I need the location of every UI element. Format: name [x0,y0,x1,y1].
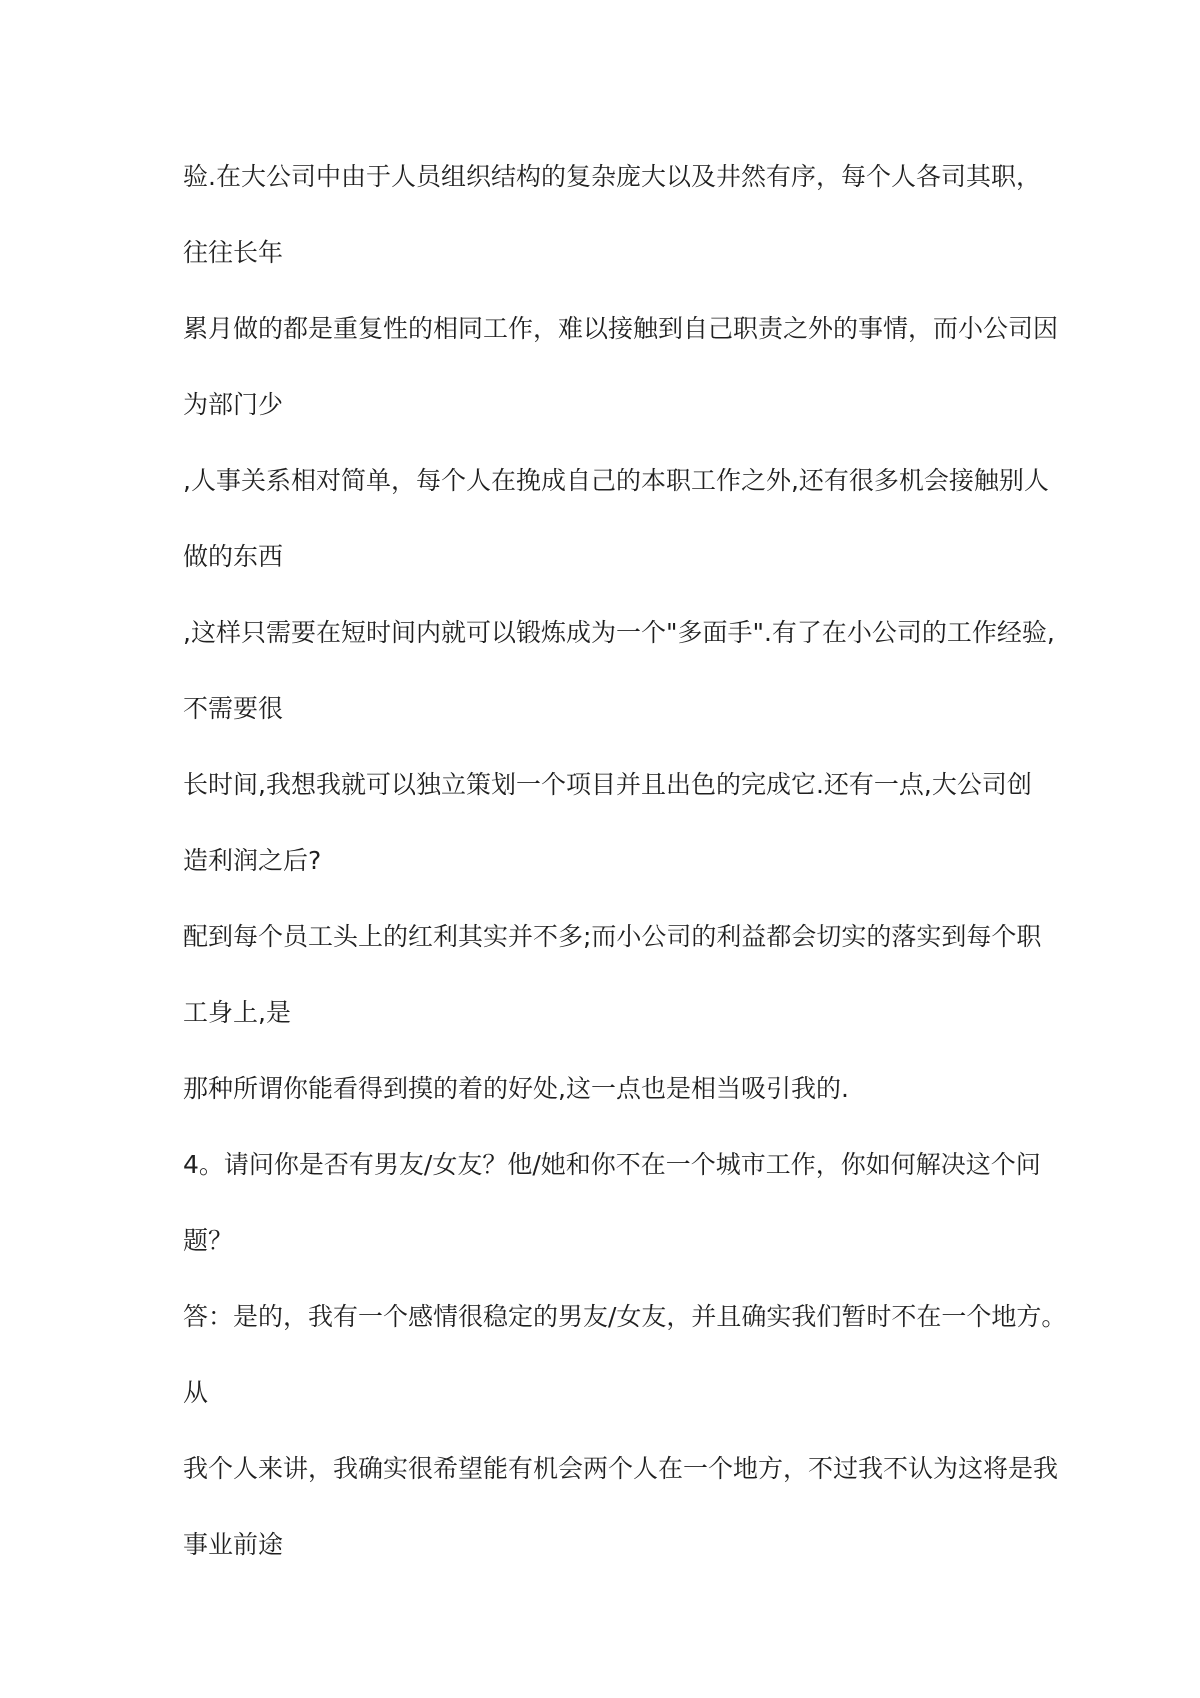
text-line: 4。请问你是否有男友/女友？他/她和你不在一个城市工作，你如何解决这个问 [183,1150,1041,1179]
text-line: 配到每个员工头上的红利其实并不多;而小公司的利益都会切实的落实到每个职 [183,922,1042,951]
text-line: 验.在大公司中由于人员组织结构的复杂庞大以及井然有序，每个人各司其职， [183,162,1041,191]
document-body [183,160,1067,1604]
text-line: 我个人来讲，我确实很希望能有机会两个人在一个地方，不过我不认为这将是我 [183,1454,1059,1483]
text-line: 不需要很 [183,694,284,723]
text-line: 往往长年 [183,238,284,267]
text-line: ,这样只需要在短时间内就可以锻炼成为一个"多面手".有了在小公司的工作经验, [183,618,1055,647]
text-line: 题？ [183,1226,234,1255]
text-line: 事业前途 [183,1530,284,1559]
text-line: 那种所谓你能看得到摸的着的好处,这一点也是相当吸引我的. [183,1074,849,1103]
text-line: 造利润之后? [183,846,322,875]
text-line: 工身上,是 [183,998,291,1027]
text-line: 累月做的都是重复性的相同工作，难以接触到自己职责之外的事情，而小公司因 [183,314,1059,343]
text-line: 长时间,我想我就可以独立策划一个项目并且出色的完成它.还有一点,大公司创 [183,770,1032,799]
text-line: 答：是的，我有一个感情很稳定的男友/女友，并且确实我们暂时不在一个地方。 [183,1302,1067,1331]
text-line: 做的东西 [183,542,284,571]
text-line: 从 [183,1378,209,1407]
text-line: ,人事关系相对简单，每个人在挽成自己的本职工作之外,还有很多机会接触别人 [183,466,1049,495]
text-line: 为部门少 [183,390,284,419]
